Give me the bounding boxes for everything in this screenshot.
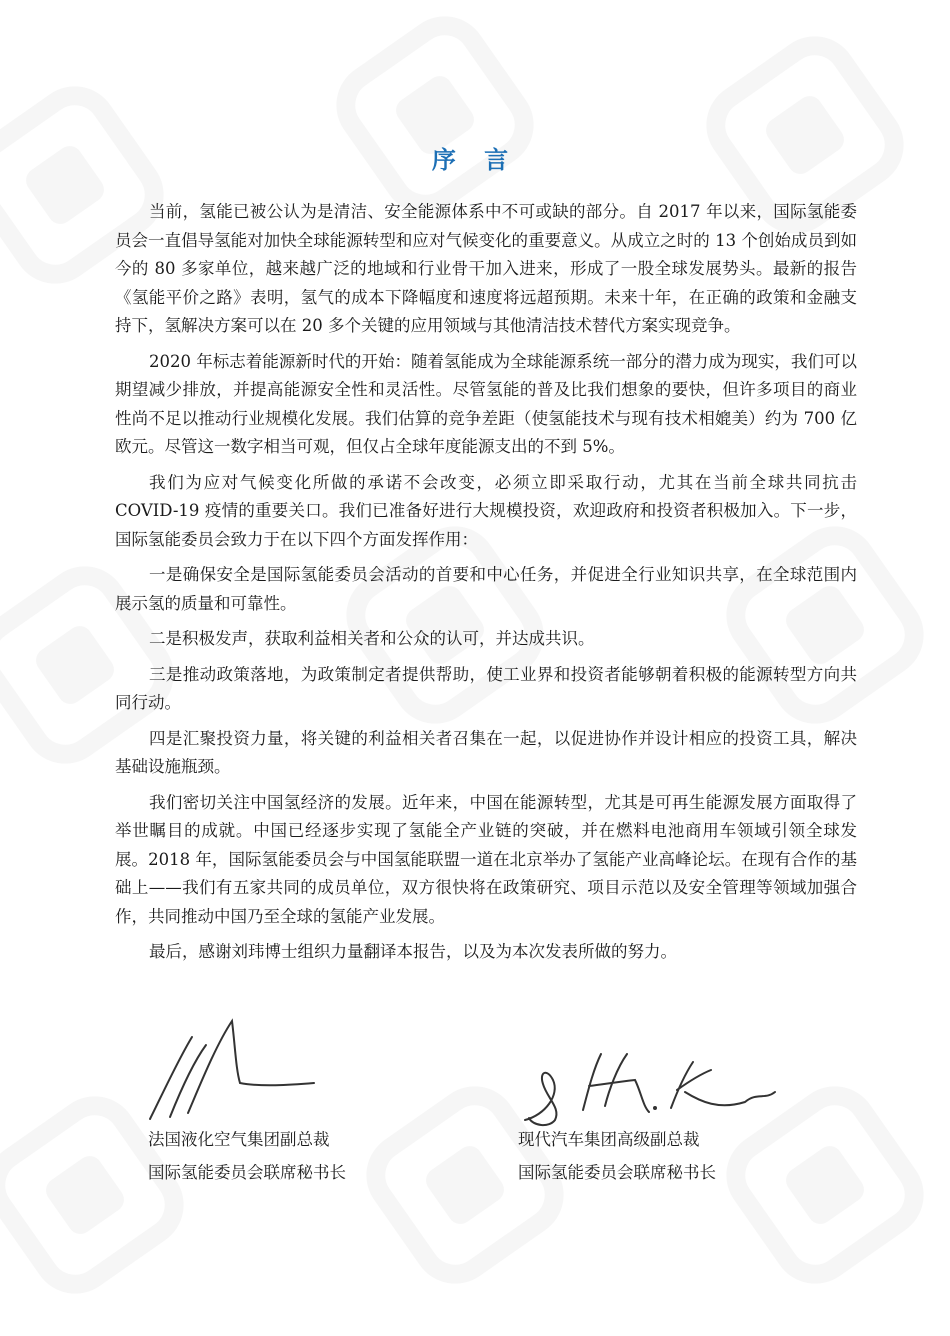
paragraph-3: 我们为应对气候变化所做的承诺不会改变，必须立即采取行动，尤其在当前全球共同抗击 COVID-19 疫情的重要关口。我们已准备好进行大规模投资，欢迎政府和投资者积极加入。下一步，国际氢能委员会致力于在以下四个方面发挥作用： — [115, 472, 857, 549]
paragraph-1: 当前，氢能已被公认为是清洁、安全能源体系中不可或缺的部分。自 2017 年以来，国际氢能委员会一直倡导氢能对加快全球能源转型和应对气候变化的重要意义。从成立之时的 13 个创始成员到如今的 80 多家单位，越来越广泛的地域和行业骨干加入进来，形成了一股全球发展势头。最新的报告《氢能平价之路》表明，氢气的成本下降幅度和速度将远超预期。未来十年，在正确的政策和金融支持下，氢解决方案可以在 20 多个关键的应用领域与其他清洁技术替代方案实现竞争。 — [115, 202, 857, 335]
signatory-left-title: 法国液化空气集团副总裁 — [148, 1130, 330, 1149]
page-title: 序 言 — [431, 146, 519, 174]
paragraph-6: 三是推动政策落地，为政策制定者提供帮助，使工业界和投资者能够朝着积极的能源转型方向共同行动。 — [115, 664, 857, 712]
preface-body — [115, 198, 857, 974]
paragraph-4: 一是确保安全是国际氢能委员会活动的首要和中心任务，并促进全行业知识共享，在全球范围内展示氢的质量和可靠性。 — [115, 565, 857, 613]
paragraph-2: 2020 年标志着能源新时代的开始：随着氢能成为全球能源系统一部分的潜力成为现实，我们可以期望减少排放，并提高能源安全性和灵活性。尽管氢能的普及比我们想象的要快，但许多项目的商业性尚不足以推动行业规模化发展。我们估算的竞争差距（使氢能技术与现有技术相媲美）约为 700 亿欧元。尽管这一数字相当可观，但仅占全球年度能源支出的不到 5%。 — [115, 351, 857, 456]
signatory-right-role: 国际氢能委员会联席秘书长 — [518, 1163, 716, 1182]
signature-left-graphic — [140, 1015, 320, 1125]
watermark-logo-icon — [330, 10, 540, 220]
paragraph-7: 四是汇聚投资力量，将关键的利益相关者召集在一起，以促进协作并设计相应的投资工具，解决基础设施瓶颈。 — [115, 728, 857, 776]
signatory-left — [148, 1123, 346, 1189]
signatory-right — [518, 1123, 716, 1189]
signatory-left-role: 国际氢能委员会联席秘书长 — [148, 1163, 346, 1182]
paragraph-8: 我们密切关注中国氢经济的发展。近年来，中国在能源转型，尤其是可再生能源发展方面取得了举世瞩目的成就。中国已经逐步实现了氢能全产业链的突破，并在燃料电池商用车领域引领全球发展。2018 年，国际氢能委员会与中国氢能联盟一道在北京举办了氢能产业高峰论坛。在现有合作的基础上——我们有五家共同的成员单位，双方很快将在政策研究、项目示范以及安全管理等领域加强合作，共同推动中国乃至全球的氢能产业发展。 — [115, 792, 857, 926]
paragraph-9: 最后，感谢刘玮博士组织力量翻译本报告，以及为本次发表所做的努力。 — [149, 942, 677, 961]
paragraph-5: 二是积极发声，获取利益相关者和公众的认可，并达成共识。 — [149, 629, 595, 648]
signatory-right-title: 现代汽车集团高级副总裁 — [518, 1130, 700, 1149]
signature-right-graphic — [505, 1040, 805, 1130]
